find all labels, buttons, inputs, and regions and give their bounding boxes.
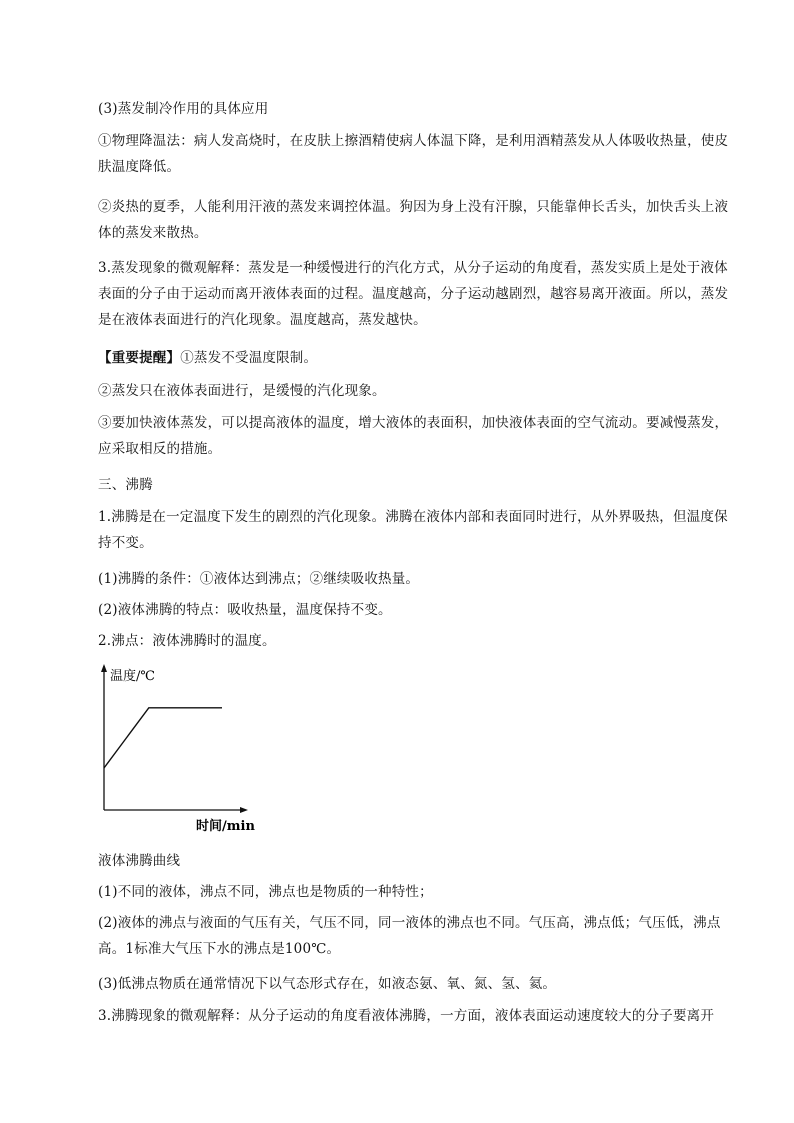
paragraph: ③要加快液体蒸发，可以提高液体的温度，增大液体的表面积，加快液体表面的空气流动。要减慢蒸发，应采取相反的措施。 [98, 415, 729, 457]
boiling-curve-chart [92, 660, 272, 840]
x-axis-label: 时间/min [196, 819, 255, 834]
paragraph: ①物理降温法：病人发高烧时，在皮肤上擦酒精使病人体温下降，是利用酒精蒸发从人体吸收热量，使皮肤温度降低。 [98, 133, 729, 175]
y-axis-arrow [101, 664, 107, 672]
paragraph: 1.沸腾是在一定温度下发生的剧烈的汽化现象。沸腾在液体内部和表面同时进行，从外界吸热，但温度保持不变。 [98, 509, 728, 551]
boiling-curve-line [104, 708, 222, 768]
boiling-curve-svg [92, 660, 272, 840]
chart-caption: 液体沸腾曲线 [98, 853, 181, 869]
paragraph: (2)液体沸腾的特点：吸收热量，温度保持不变。 [98, 602, 392, 618]
x-axis-arrow [240, 807, 248, 813]
paragraph [88, 345, 734, 371]
paragraph: (3)低沸点物质在通常情况下以气态形式存在，如液态氨、氧、氮、氢、氦。 [98, 976, 557, 992]
paragraph: ②炎热的夏季，人能利用汗液的蒸发来调控体温。狗因为身上没有汗腺，只能靠伸长舌头，加快舌头上液体的蒸发来散热。 [98, 199, 729, 241]
section-heading: 三、沸腾 [98, 477, 153, 493]
important-note-text: ①蒸发不受温度限制。 [180, 350, 318, 366]
paragraph: 2.沸点：液体沸腾时的温度。 [98, 633, 276, 649]
paragraph: (1)不同的液体，沸点不同，沸点也是物质的一种特性； [98, 884, 433, 900]
paragraph: (2)液体的沸点与液面的气压有关，气压不同，同一液体的沸点也不同。气压高，沸点低；气压低，沸点高。1标准大气压下水的沸点是100℃。 [98, 915, 721, 957]
paragraph: 3.沸腾现象的微观解释：从分子运动的角度看液体沸腾，一方面，液体表面运动速度较大的分子要离开 [98, 1008, 715, 1024]
y-axis-label: 温度/℃ [110, 669, 155, 684]
paragraph: 3.蒸发现象的微观解释：蒸发是一种缓慢进行的汽化方式，从分子运动的角度看，蒸发实质上是处于液体表面的分子由于运动而离开液体表面的过程。温度越高，分子运动越剧烈，越容易离开液面。所以，蒸发是在液体表面进行的汽化现象。温度越高，蒸发越快。 [98, 260, 729, 328]
important-note-label: 【重要提醒】 [98, 350, 181, 366]
paragraph: ②蒸发只在液体表面进行，是缓慢的汽化现象。 [98, 383, 386, 399]
paragraph: (3)蒸发制冷作用的具体应用 [98, 101, 269, 117]
paragraph: (1)沸腾的条件：①液体达到沸点；②继续吸收热量。 [98, 571, 420, 587]
